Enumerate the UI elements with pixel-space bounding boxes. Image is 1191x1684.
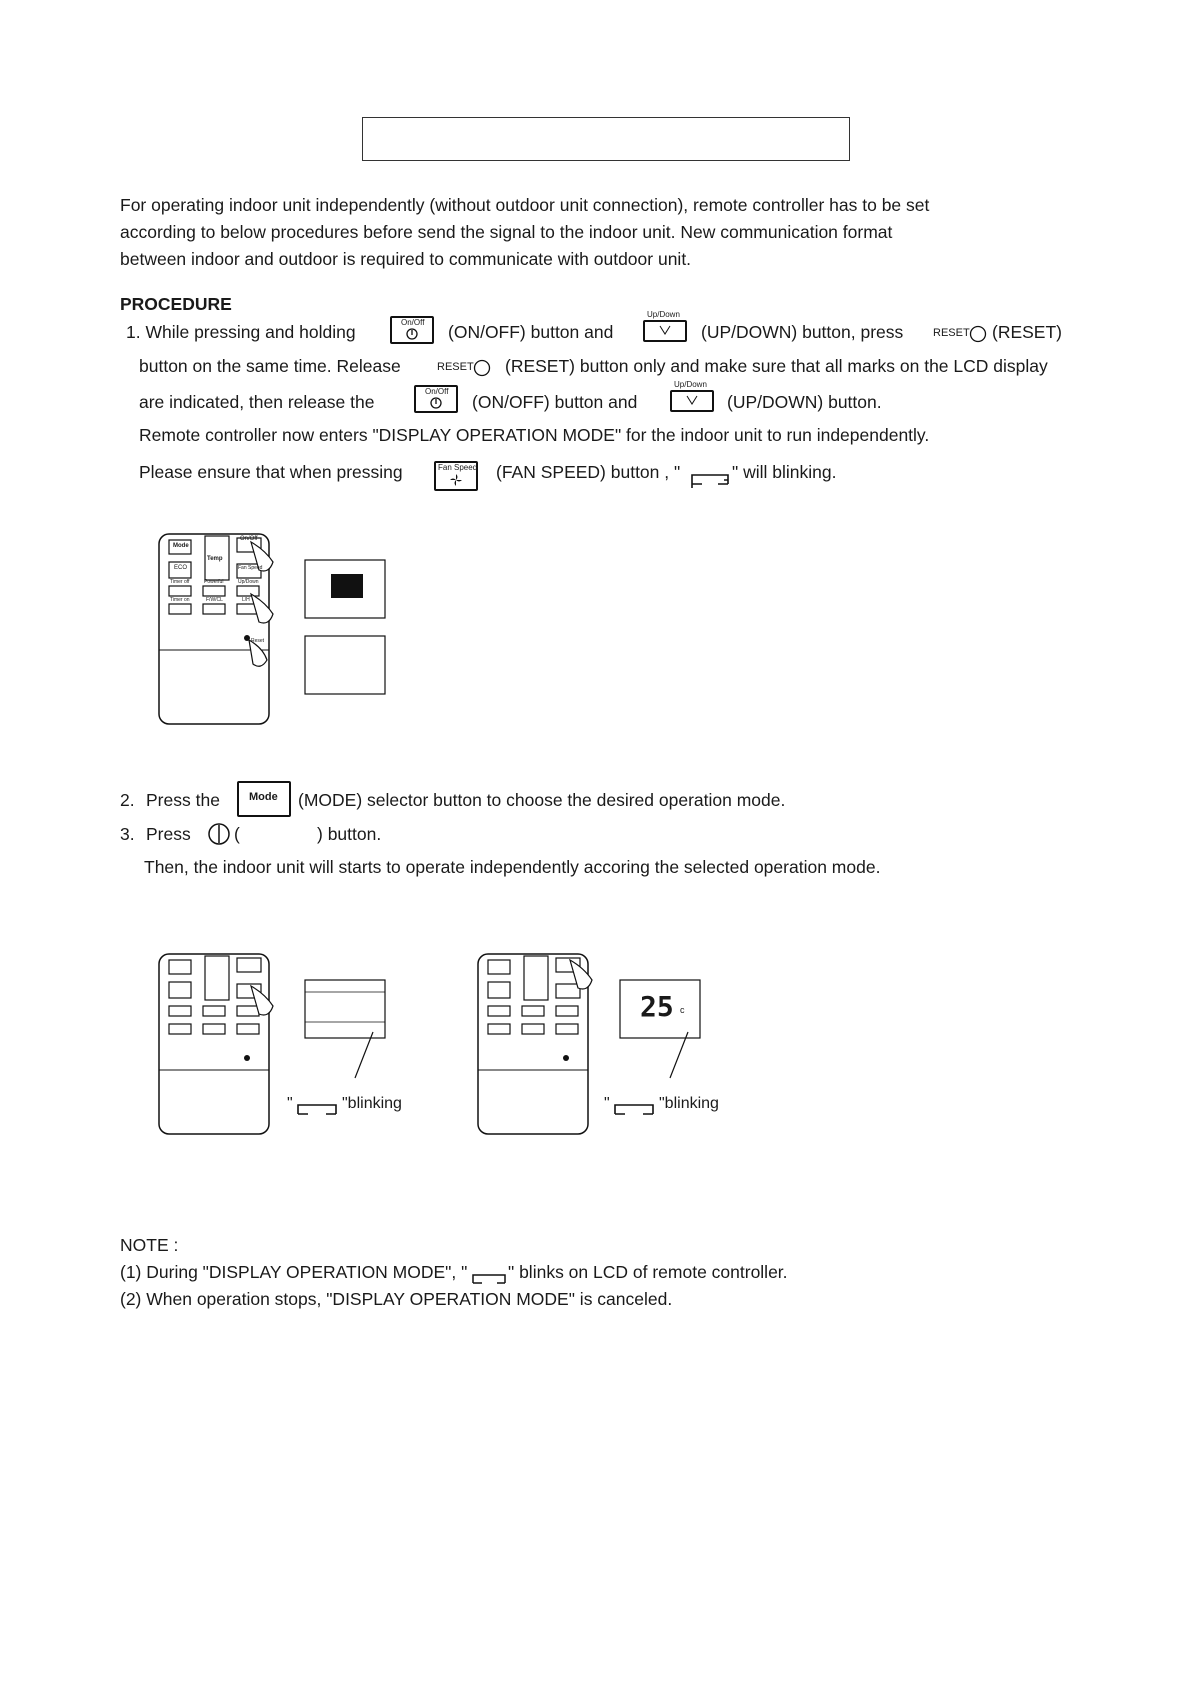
fig1-label-fwcl: F/W/CL [206,597,223,603]
indoor-unit-icon [688,470,732,490]
fig1-label-reset: Reset [251,638,265,644]
swing-icon-2 [685,394,699,406]
reset-circle-icon-2 [473,359,491,377]
updown-button-icon [643,320,687,342]
reset-circle-icon [969,325,987,343]
step2-a: Press the [146,790,220,810]
note-line1-a: (1) During "DISPLAY OPERATION MODE", " [120,1262,468,1282]
updown-label-2: Up/Down [674,380,707,389]
figure-remote-hold [155,530,455,730]
fan-icon [450,474,462,486]
title-box [362,117,850,161]
fig1-label-timeron: Timer on [170,597,190,603]
fig1-label-lh: L/H [242,597,250,603]
note-heading: NOTE : [120,1235,179,1255]
note-line2: (2) When operation stops, "DISPLAY OPERATION MODE" is canceled. [120,1289,673,1309]
procedure-heading: PROCEDURE [120,294,232,314]
lcd-temp-value: 25 [640,990,674,1023]
step1-line1-c: (UP/DOWN) button, press [701,322,904,342]
reset-label-2: RESET [437,361,474,373]
step1-line3-b: (ON/OFF) button and [472,392,638,412]
step1-line2-a: button on the same time. Release [139,356,401,376]
step3-paren: ( [234,824,240,844]
step1-line5-a: Please ensure that when pressing [139,462,403,482]
step1-line1-b: (ON/OFF) button and [448,322,614,342]
note-indoor-unit-icon [470,1271,508,1287]
power-circle-icon [207,822,231,846]
step3-line2: Then, the indoor unit will starts to operate independently accoring the selected operation mode. [144,857,881,877]
mode-label: Mode [249,791,278,803]
fig1-label-eco: ECO [174,565,188,571]
reset-label-1: RESET [933,327,970,339]
fig1-label-fanspeed: Fan Speed [238,565,263,571]
fanspeed-label: Fan Speed [438,463,478,472]
fig2r-indoor-unit-icon [611,1100,657,1118]
power-icon [405,328,419,340]
updown-label-1: Up/Down [647,310,680,319]
swing-icon [658,324,672,336]
onoff-label-2: On/Off [425,387,449,396]
step2-b: (MODE) selector button to choose the desired operation mode. [298,790,786,810]
step1-line1-d: (RESET) [992,322,1062,342]
step3-num: 3. [120,824,135,844]
fig1-label-powerful: Powerful [204,579,224,585]
note-line1-b: " blinks on LCD of remote controller. [508,1262,788,1282]
fig1-label-timeroff: Timer off [170,579,190,585]
fig2l-quote: " [287,1095,293,1112]
mode-button-icon [237,781,291,817]
step1-line1-a: 1. While pressing and holding [126,322,356,342]
step3-a: Press [146,824,191,844]
fig2l-caption: "blinking [342,1095,402,1112]
lcd-temp-unit: c [680,1005,685,1015]
step1-line3-a: are indicated, then release the [139,392,375,412]
fig1-label-onoff: On/Off [240,536,258,542]
step3-b: ) button. [317,824,382,844]
fig2l-indoor-unit-icon [294,1100,340,1118]
fig1-label-mode: Mode [173,543,189,549]
fig1-label-temp: Temp [207,556,223,562]
step1-line3-c: (UP/DOWN) button. [727,392,882,412]
intro-paragraph: For operating indoor unit independently (without outdoor unit connection), remote controller has to be set according to below procedures before send the signal to the indoor unit. New communication format between indoor and outdoor is required to communicate with outdoor unit. [120,195,930,269]
updown-button-icon-2 [670,390,714,412]
fanspeed-button-icon [434,461,478,491]
fig1-label-updown: Up/Down [238,579,259,585]
step1-line2-b: (RESET) button only and make sure that all marks on the LCD display [505,356,1048,376]
fig2r-quote: " [604,1095,610,1112]
step1-line4: Remote controller now enters "DISPLAY OPERATION MODE" for the indoor unit to run independently. [139,425,930,445]
step2-num: 2. [120,790,135,810]
onoff-button-icon-2 [414,385,458,413]
onoff-label: On/Off [401,318,425,327]
fig2r-caption: "blinking [659,1095,719,1112]
power-icon-2 [429,397,443,409]
step1-line5-b: (FAN SPEED) button , " [496,462,681,482]
onoff-button-icon [390,316,434,344]
step1-line5-c: " will blinking. [732,462,837,482]
